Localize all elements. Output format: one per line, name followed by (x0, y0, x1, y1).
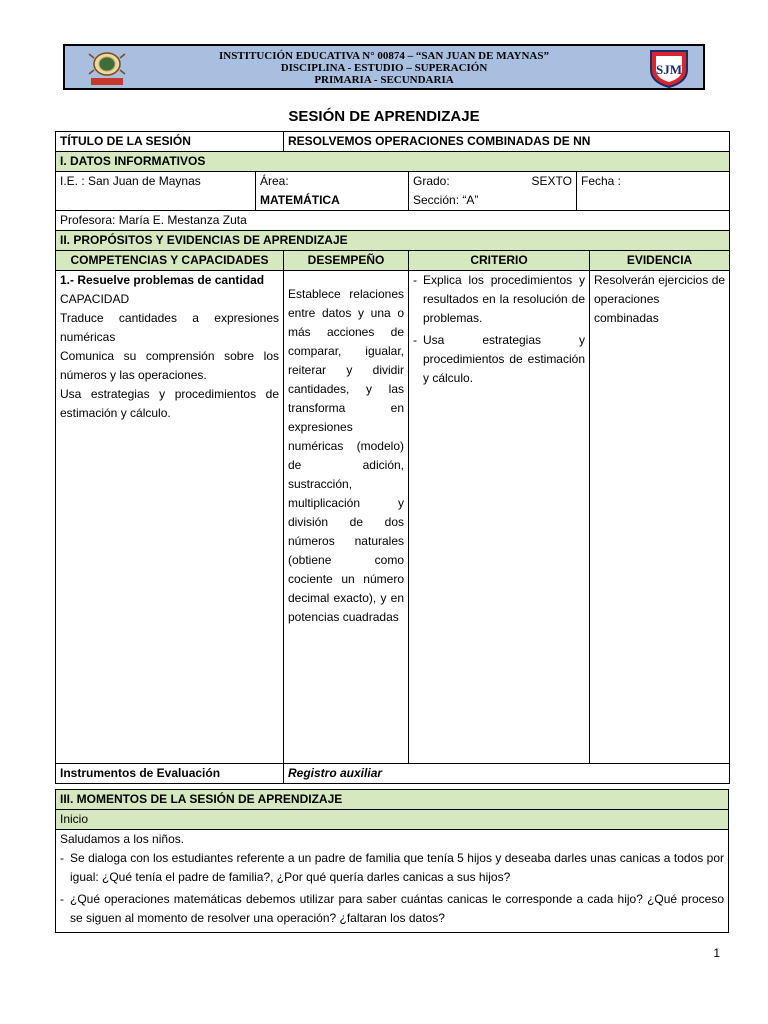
session-table (55, 131, 730, 784)
grado-label: Grado: (413, 174, 450, 188)
svg-text:SJM: SJM (656, 62, 682, 77)
criterio-item: - Explica los procedimientos y resultados en la resolución de problemas. (413, 273, 585, 325)
evidencia-text: Resolverán ejercicios de operaciones combinadas (594, 273, 726, 325)
capacidad-item: Traduce cantidades a expresiones numéricas (60, 311, 279, 344)
saludo-text: Saludamos a los niños. (60, 832, 185, 846)
area-field (256, 172, 409, 211)
fecha-field: Fecha : (577, 172, 730, 211)
col-header-desempeno: DESEMPEÑO (284, 251, 409, 271)
grado-field (409, 172, 577, 211)
institution-levels: PRIMARIA - SECUNDARIA (314, 74, 454, 86)
capacidad-item: Comunica su comprensión sobre los números y las operaciones. (60, 349, 279, 382)
competencia-text: 1.- Resuelve problemas de cantidad (60, 273, 265, 287)
institution-motto: DISCIPLINA - ESTUDIO – SUPERACIÓN (280, 62, 488, 74)
inicio-item: - ¿Qué operaciones matemáticas debemos utilizar para saber cuántas canicas le corresponde a cada hijo? ¿Qué proceso se siguen al momento de resolver una operación? ¿faltaran los datos? (60, 892, 724, 925)
profesora-field: Profesora: María E. Mestanza Zuta (56, 211, 730, 231)
session-title-value: RESOLVEMOS OPERACIONES COMBINADAS DE NN (284, 132, 730, 152)
section-2-heading: II. PROPÓSITOS Y EVIDENCIAS DE APRENDIZAJE (56, 231, 730, 251)
criterio-cell (409, 271, 590, 764)
sjm-shield-logo (647, 48, 691, 88)
desempeno-text: Establece relaciones entre datos y una o más acciones de comparar, igualar, reiterar y dividir cantidades, y las transforma en expresiones numéricas (modelo) de adición, sustracción, multiplicación y división de dos números naturales (obtiene como cociente un número decimal exacto), y en potencias cuadradas (288, 287, 404, 624)
col-header-criterio: CRITERIO (409, 251, 590, 271)
inicio-content (56, 830, 729, 933)
inicio-item: - Se dialoga con los estudiantes referente a un padre de familia que tenía 5 hijos y deseaba darles unas canicas a todos por igual: ¿Qué tenía el padre de familia?, ¿Por qué quería darles canicas a sus hijos? (60, 851, 724, 884)
session-title-label: TÍTULO DE LA SESIÓN (56, 132, 284, 152)
desempeno-cell (284, 271, 409, 764)
instrumentos-value: Registro auxiliar (284, 764, 730, 784)
header-text (65, 50, 703, 86)
instrumentos-label: Instrumentos de Evaluación (56, 764, 284, 784)
ie-field: I.E. : San Juan de Maynas (56, 172, 256, 211)
header-banner (63, 44, 705, 90)
document-title: SESIÓN DE APRENDIZAJE (288, 108, 480, 125)
capacidad-item: Usa estrategias y procedimientos de estimación y cálculo. (60, 387, 279, 420)
section-1-heading: I. DATOS INFORMATIVOS (56, 152, 730, 172)
page-number: 1 (713, 946, 720, 960)
capacidad-label: CAPACIDAD (60, 292, 130, 306)
institution-name: INSTITUCIÓN EDUCATIVA N° 00874 – “SAN JUAN DE MAYNAS” (219, 50, 549, 62)
evidencia-cell (590, 271, 730, 764)
area-value: MATEMÁTICA (260, 193, 340, 207)
grado-value: SEXTO (531, 174, 572, 188)
moments-table (55, 789, 729, 933)
area-label: Área: (260, 174, 289, 188)
col-header-evidencia: EVIDENCIA (590, 251, 730, 271)
competencias-cell (56, 271, 284, 764)
section-3-heading: III. MOMENTOS DE LA SESIÓN DE APRENDIZAJE (56, 790, 729, 810)
col-header-competencias: COMPETENCIAS Y CAPACIDADES (56, 251, 284, 271)
criterio-item: - Usa estrategias y procedimientos de estimación y cálculo. (413, 333, 585, 385)
inicio-heading: Inicio (56, 810, 729, 830)
seccion-field: Sección: “A” (413, 193, 479, 207)
